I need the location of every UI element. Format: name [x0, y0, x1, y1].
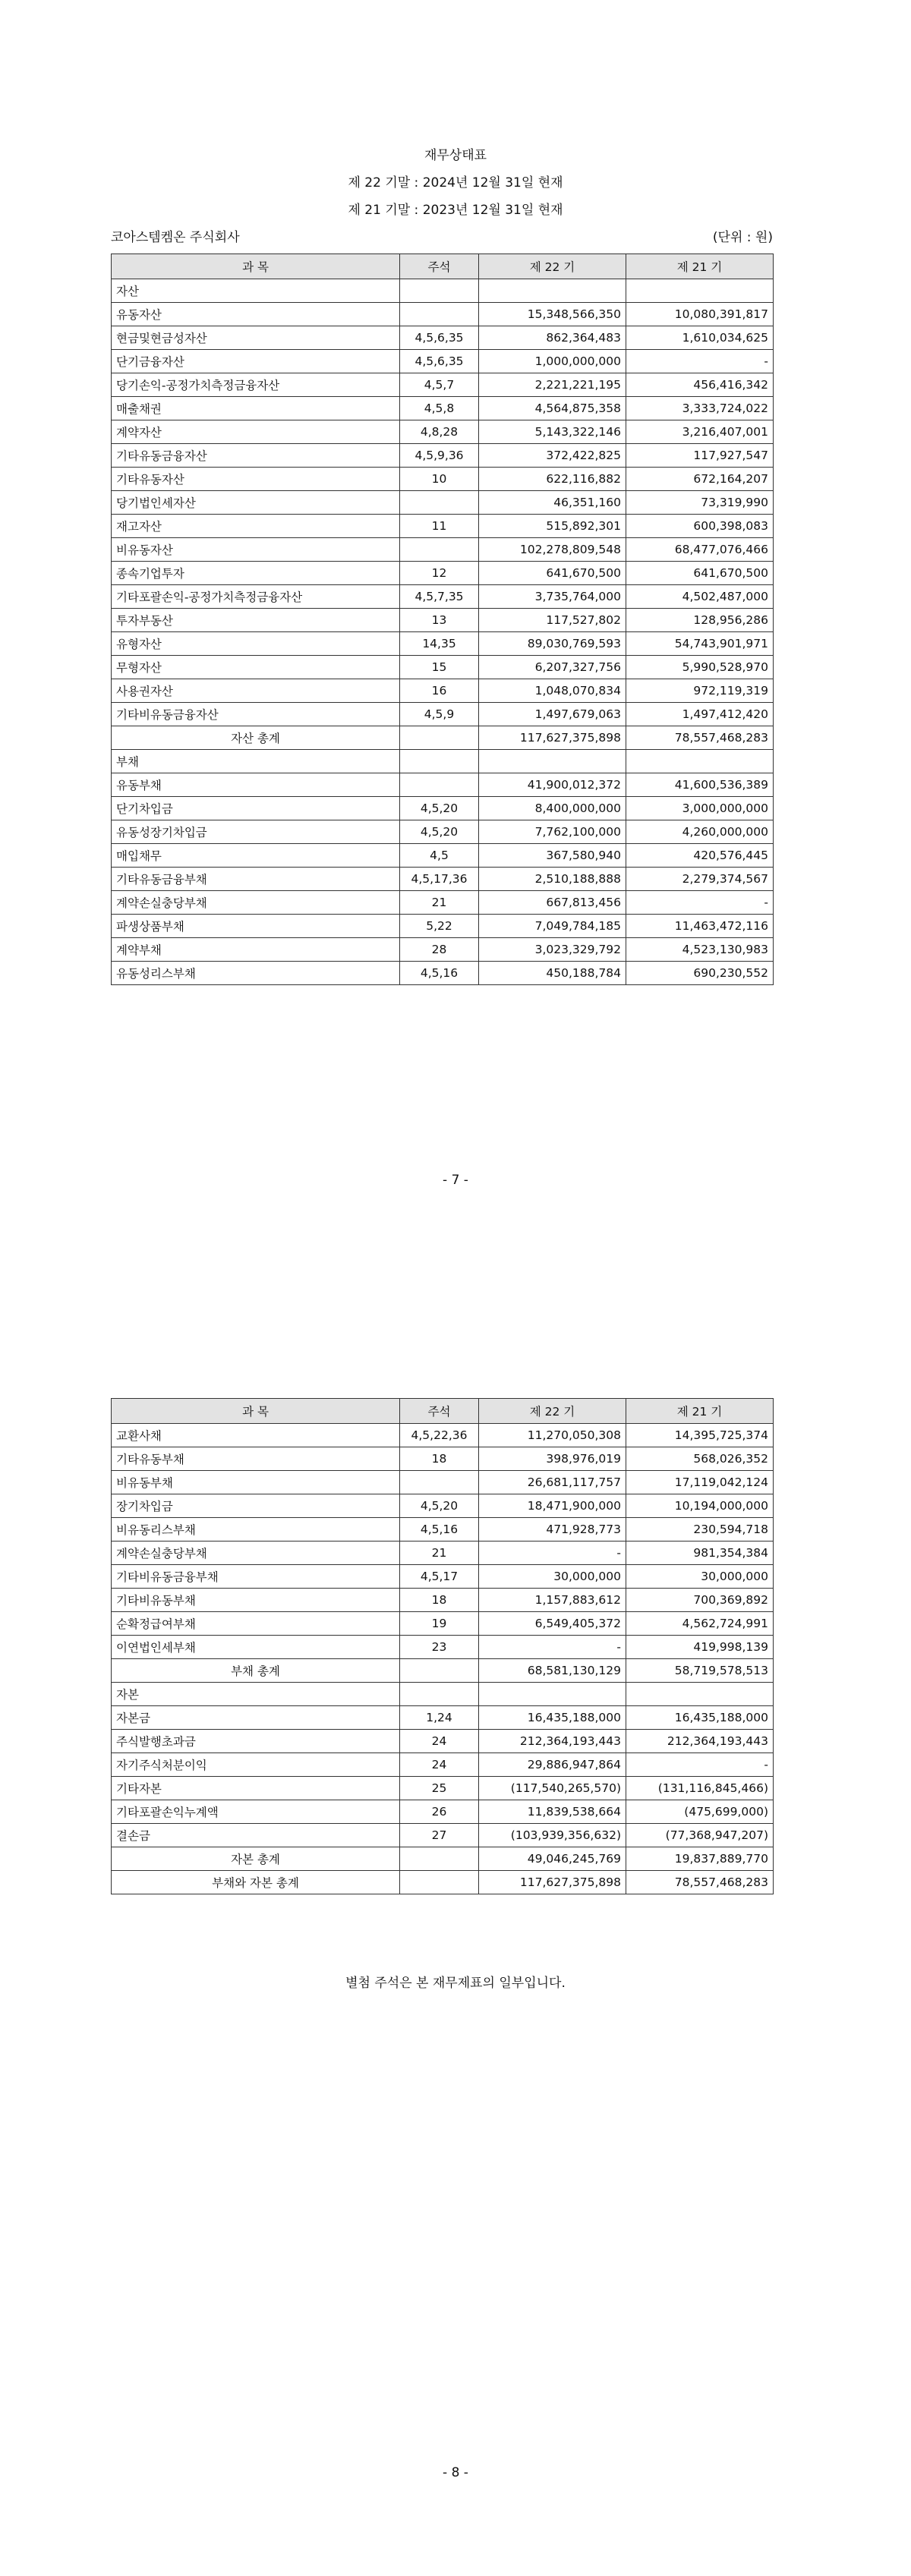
current-amount: 11,839,538,664 — [479, 1800, 626, 1824]
current-amount: 18,471,900,000 — [479, 1494, 626, 1518]
table-row — [112, 444, 774, 468]
prior-amount: 3,216,407,001 — [626, 420, 774, 444]
table-row — [112, 750, 774, 773]
prior-amount: - — [626, 350, 774, 373]
table-row — [112, 1683, 774, 1706]
page-number-8: - 8 - — [443, 2465, 468, 2480]
current-amount: 68,581,130,129 — [479, 1659, 626, 1683]
table-row — [112, 1565, 774, 1589]
prior-amount — [626, 1683, 774, 1706]
current-amount: 3,023,329,792 — [479, 938, 626, 962]
prior-amount: 3,333,724,022 — [626, 397, 774, 420]
current-amount: 15,348,566,350 — [479, 303, 626, 326]
current-amount: 372,422,825 — [479, 444, 626, 468]
note-ref — [400, 1683, 479, 1706]
note-ref — [400, 1659, 479, 1683]
table-row — [112, 891, 774, 915]
current-amount: 3,735,764,000 — [479, 585, 626, 609]
current-amount: 29,886,947,864 — [479, 1753, 626, 1777]
table-row — [112, 515, 774, 538]
account-name: 계약손실충당부채 — [112, 1542, 400, 1565]
table-row — [112, 562, 774, 585]
account-name: 장기차입금 — [112, 1494, 400, 1518]
account-name: 자본 — [112, 1683, 400, 1706]
table-row — [112, 632, 774, 656]
account-name: 매입채무 — [112, 844, 400, 868]
account-name: 기타유동부채 — [112, 1447, 400, 1471]
account-name: 사용권자산 — [112, 679, 400, 703]
account-name: 기타포괄손익누계액 — [112, 1800, 400, 1824]
note-ref: 13 — [400, 609, 479, 632]
note-ref: 18 — [400, 1589, 479, 1612]
note-ref: 26 — [400, 1800, 479, 1824]
current-amount: 641,670,500 — [479, 562, 626, 585]
note-ref: 19 — [400, 1612, 479, 1636]
account-name: 단기차입금 — [112, 797, 400, 820]
prior-amount — [626, 750, 774, 773]
table-row — [112, 303, 774, 326]
table-row — [112, 585, 774, 609]
table-row — [112, 844, 774, 868]
table-row — [112, 326, 774, 350]
table-row — [112, 1730, 774, 1753]
statement-title: 재무상태표 — [424, 148, 487, 163]
account-name: 당기손익-공정가치측정금융자산 — [112, 373, 400, 397]
account-name: 기타유동금융부채 — [112, 868, 400, 891]
note-ref: 4,5,6,35 — [400, 326, 479, 350]
note-ref — [400, 1847, 479, 1871]
table-row — [112, 1777, 774, 1800]
account-name: 파생상품부채 — [112, 915, 400, 938]
account-name: 순확정급여부채 — [112, 1612, 400, 1636]
account-name: 기타비유동부채 — [112, 1589, 400, 1612]
current-amount: 398,976,019 — [479, 1447, 626, 1471]
note-ref: 4,5 — [400, 844, 479, 868]
account-name: 자산 — [112, 279, 400, 303]
table-row — [112, 962, 774, 985]
table-row — [112, 1471, 774, 1494]
prior-amount: 78,557,468,283 — [626, 726, 774, 750]
account-name: 재고자산 — [112, 515, 400, 538]
note-ref — [400, 279, 479, 303]
current-amount — [479, 1683, 626, 1706]
account-name: 계약부채 — [112, 938, 400, 962]
table-row — [112, 938, 774, 962]
account-name: 주식발행초과금 — [112, 1730, 400, 1753]
note-ref: 4,5,16 — [400, 1518, 479, 1542]
current-amount: 450,188,784 — [479, 962, 626, 985]
current-amount: 30,000,000 — [479, 1565, 626, 1589]
prior-amount: 128,956,286 — [626, 609, 774, 632]
prior-amount: 972,119,319 — [626, 679, 774, 703]
current-amount: 7,762,100,000 — [479, 820, 626, 844]
current-amount: 117,627,375,898 — [479, 726, 626, 750]
note-ref: 4,5,9,36 — [400, 444, 479, 468]
prior-amount: 54,743,901,971 — [626, 632, 774, 656]
prior-amount — [626, 279, 774, 303]
table-row — [112, 491, 774, 515]
prior-amount: 30,000,000 — [626, 1565, 774, 1589]
note-ref: 4,5,17 — [400, 1565, 479, 1589]
account-name: 교환사채 — [112, 1424, 400, 1447]
note-ref: 4,5,8 — [400, 397, 479, 420]
table-row — [112, 468, 774, 491]
note-ref — [400, 773, 479, 797]
note-ref: 4,5,7 — [400, 373, 479, 397]
prior-amount: 4,562,724,991 — [626, 1612, 774, 1636]
account-name: 단기금융자산 — [112, 350, 400, 373]
note-ref: 21 — [400, 891, 479, 915]
current-amount: 471,928,773 — [479, 1518, 626, 1542]
current-amount: 2,510,188,888 — [479, 868, 626, 891]
prior-amount: 11,463,472,116 — [626, 915, 774, 938]
table-row — [112, 797, 774, 820]
current-amount: (103,939,356,632) — [479, 1824, 626, 1847]
current-amount: 212,364,193,443 — [479, 1730, 626, 1753]
current-amount: 8,400,000,000 — [479, 797, 626, 820]
prior-amount: 117,927,547 — [626, 444, 774, 468]
meta-row — [111, 226, 773, 249]
account-name: 유동자산 — [112, 303, 400, 326]
current-amount: 2,221,221,195 — [479, 373, 626, 397]
note-ref — [400, 1871, 479, 1894]
table-row — [112, 538, 774, 562]
current-amount: - — [479, 1542, 626, 1565]
current-amount: 117,527,802 — [479, 609, 626, 632]
table-row — [112, 679, 774, 703]
balance-sheet-table-page2 — [111, 1398, 774, 1894]
prior-amount: 641,670,500 — [626, 562, 774, 585]
account-name: 비유동자산 — [112, 538, 400, 562]
current-amount — [479, 750, 626, 773]
note-ref — [400, 538, 479, 562]
table-row — [112, 1518, 774, 1542]
col-note: 주석 — [400, 1399, 479, 1424]
table-row — [112, 420, 774, 444]
account-name: 기타비유동금융부채 — [112, 1565, 400, 1589]
current-amount: 26,681,117,757 — [479, 1471, 626, 1494]
prior-amount: 568,026,352 — [626, 1447, 774, 1471]
table-row — [112, 1706, 774, 1730]
table-row — [112, 1659, 774, 1683]
account-name: 비유동리스부채 — [112, 1518, 400, 1542]
note-ref: 16 — [400, 679, 479, 703]
current-amount: 46,351,160 — [479, 491, 626, 515]
account-name: 계약손실충당부채 — [112, 891, 400, 915]
current-amount: 89,030,769,593 — [479, 632, 626, 656]
prior-amount: 41,600,536,389 — [626, 773, 774, 797]
note-ref: 27 — [400, 1824, 479, 1847]
table-row — [112, 868, 774, 891]
note-ref: 4,5,9 — [400, 703, 479, 726]
col-account: 과 목 — [112, 1399, 400, 1424]
table-row — [112, 656, 774, 679]
table-row — [112, 1753, 774, 1777]
note-ref: 1,24 — [400, 1706, 479, 1730]
prior-amount: 420,576,445 — [626, 844, 774, 868]
note-ref: 5,22 — [400, 915, 479, 938]
account-name: 이연법인세부채 — [112, 1636, 400, 1659]
account-name: 유동부채 — [112, 773, 400, 797]
prior-amount: (131,116,845,466) — [626, 1777, 774, 1800]
current-amount: 49,046,245,769 — [479, 1847, 626, 1871]
table-row — [112, 1612, 774, 1636]
account-name: 자기주식처분이익 — [112, 1753, 400, 1777]
note-ref — [400, 750, 479, 773]
account-name: 계약자산 — [112, 420, 400, 444]
unit-label: (단위 : 원) — [712, 230, 773, 245]
table-row — [112, 1824, 774, 1847]
table-row — [112, 1847, 774, 1871]
prior-amount: 212,364,193,443 — [626, 1730, 774, 1753]
account-name: 기타유동금융자산 — [112, 444, 400, 468]
col-note: 주석 — [400, 254, 479, 279]
prior-amount: 2,279,374,567 — [626, 868, 774, 891]
col-account: 과 목 — [112, 254, 400, 279]
prior-amount: 419,998,139 — [626, 1636, 774, 1659]
account-name: 기타포괄손익-공정가치측정금융자산 — [112, 585, 400, 609]
table-row — [112, 373, 774, 397]
prior-amount: 4,260,000,000 — [626, 820, 774, 844]
current-amount: 1,497,679,063 — [479, 703, 626, 726]
table-row — [112, 1447, 774, 1471]
prior-amount: 230,594,718 — [626, 1518, 774, 1542]
current-amount: 16,435,188,000 — [479, 1706, 626, 1730]
account-name: 부채 — [112, 750, 400, 773]
current-amount: - — [479, 1636, 626, 1659]
account-name: 현금및현금성자산 — [112, 326, 400, 350]
current-amount: 5,143,322,146 — [479, 420, 626, 444]
current-amount: 515,892,301 — [479, 515, 626, 538]
table-row — [112, 1589, 774, 1612]
prior-amount: 1,610,034,625 — [626, 326, 774, 350]
account-name: 당기법인세자산 — [112, 491, 400, 515]
note-ref: 11 — [400, 515, 479, 538]
prior-amount: (77,368,947,207) — [626, 1824, 774, 1847]
prior-amount: 10,194,000,000 — [626, 1494, 774, 1518]
period-current: 제 22 기말 : 2024년 12월 31일 현재 — [348, 175, 563, 191]
prior-amount: (475,699,000) — [626, 1800, 774, 1824]
current-amount — [479, 279, 626, 303]
current-amount: 102,278,809,548 — [479, 538, 626, 562]
current-amount: 7,049,784,185 — [479, 915, 626, 938]
note-ref: 28 — [400, 938, 479, 962]
col-current: 제 22 기 — [479, 254, 626, 279]
note-ref: 15 — [400, 656, 479, 679]
account-name: 투자부동산 — [112, 609, 400, 632]
prior-amount: 456,416,342 — [626, 373, 774, 397]
prior-amount: 4,523,130,983 — [626, 938, 774, 962]
account-name: 기타비유동금융자산 — [112, 703, 400, 726]
table-row — [112, 820, 774, 844]
note-ref: 4,5,20 — [400, 797, 479, 820]
table-row — [112, 350, 774, 373]
balance-sheet-table-page1 — [111, 254, 774, 985]
current-amount: 117,627,375,898 — [479, 1871, 626, 1894]
account-name: 무형자산 — [112, 656, 400, 679]
current-amount: (117,540,265,570) — [479, 1777, 626, 1800]
table-row — [112, 703, 774, 726]
prior-amount: - — [626, 1753, 774, 1777]
current-amount: 1,000,000,000 — [479, 350, 626, 373]
prior-amount: 690,230,552 — [626, 962, 774, 985]
prior-amount: 14,395,725,374 — [626, 1424, 774, 1447]
page-number-7: - 7 - — [443, 1173, 468, 1188]
note-ref: 4,5,20 — [400, 820, 479, 844]
note-ref: 4,5,22,36 — [400, 1424, 479, 1447]
note-ref: 24 — [400, 1730, 479, 1753]
table-row — [112, 1800, 774, 1824]
account-name: 결손금 — [112, 1824, 400, 1847]
account-name: 기타유동자산 — [112, 468, 400, 491]
note-ref — [400, 303, 479, 326]
note-ref: 24 — [400, 1753, 479, 1777]
note-ref — [400, 491, 479, 515]
account-name: 부채 총계 — [112, 1659, 400, 1683]
note-ref: 21 — [400, 1542, 479, 1565]
note-ref — [400, 726, 479, 750]
prior-amount: 68,477,076,466 — [626, 538, 774, 562]
col-prior: 제 21 기 — [626, 1399, 774, 1424]
current-amount: 11,270,050,308 — [479, 1424, 626, 1447]
current-amount: 6,207,327,756 — [479, 656, 626, 679]
current-amount: 41,900,012,372 — [479, 773, 626, 797]
prior-amount: 1,497,412,420 — [626, 703, 774, 726]
prior-amount: 700,369,892 — [626, 1589, 774, 1612]
period-prior: 제 21 기말 : 2023년 12월 31일 현재 — [348, 203, 563, 218]
current-amount: 367,580,940 — [479, 844, 626, 868]
prior-amount: 3,000,000,000 — [626, 797, 774, 820]
note-ref: 4,5,6,35 — [400, 350, 479, 373]
prior-amount: 73,319,990 — [626, 491, 774, 515]
note-ref: 14,35 — [400, 632, 479, 656]
prior-amount: 58,719,578,513 — [626, 1659, 774, 1683]
table-row — [112, 726, 774, 750]
table-row — [112, 915, 774, 938]
table-row — [112, 1494, 774, 1518]
account-name: 유동성리스부채 — [112, 962, 400, 985]
table-row — [112, 773, 774, 797]
table-row — [112, 1871, 774, 1894]
current-amount: 1,157,883,612 — [479, 1589, 626, 1612]
account-name: 비유동부채 — [112, 1471, 400, 1494]
table-row — [112, 279, 774, 303]
prior-amount: - — [626, 891, 774, 915]
table-row — [112, 609, 774, 632]
prior-amount: 4,502,487,000 — [626, 585, 774, 609]
current-amount: 622,116,882 — [479, 468, 626, 491]
note-ref: 12 — [400, 562, 479, 585]
account-name: 유형자산 — [112, 632, 400, 656]
table-header-row — [112, 1399, 774, 1424]
account-name: 자산 총계 — [112, 726, 400, 750]
account-name: 종속기업투자 — [112, 562, 400, 585]
footnote: 별첨 주석은 본 재무제표의 일부입니다. — [345, 1976, 566, 1991]
table-header-row — [112, 254, 774, 279]
table-row — [112, 1636, 774, 1659]
current-amount: 6,549,405,372 — [479, 1612, 626, 1636]
note-ref: 23 — [400, 1636, 479, 1659]
prior-amount: 17,119,042,124 — [626, 1471, 774, 1494]
account-name: 기타자본 — [112, 1777, 400, 1800]
note-ref: 25 — [400, 1777, 479, 1800]
account-name: 자본 총계 — [112, 1847, 400, 1871]
note-ref: 18 — [400, 1447, 479, 1471]
account-name: 자본금 — [112, 1706, 400, 1730]
note-ref — [400, 1471, 479, 1494]
account-name: 매출채권 — [112, 397, 400, 420]
note-ref: 4,5,20 — [400, 1494, 479, 1518]
prior-amount: 16,435,188,000 — [626, 1706, 774, 1730]
current-amount: 4,564,875,358 — [479, 397, 626, 420]
note-ref: 4,8,28 — [400, 420, 479, 444]
table-row — [112, 1424, 774, 1447]
note-ref: 4,5,16 — [400, 962, 479, 985]
prior-amount: 5,990,528,970 — [626, 656, 774, 679]
current-amount: 862,364,483 — [479, 326, 626, 350]
account-name: 유동성장기차입금 — [112, 820, 400, 844]
prior-amount: 981,354,384 — [626, 1542, 774, 1565]
table-row — [112, 1542, 774, 1565]
prior-amount: 600,398,083 — [626, 515, 774, 538]
account-name: 부채와 자본 총계 — [112, 1871, 400, 1894]
note-ref: 10 — [400, 468, 479, 491]
col-current: 제 22 기 — [479, 1399, 626, 1424]
current-amount: 1,048,070,834 — [479, 679, 626, 703]
note-ref: 4,5,7,35 — [400, 585, 479, 609]
current-amount: 667,813,456 — [479, 891, 626, 915]
note-ref: 4,5,17,36 — [400, 868, 479, 891]
table-row — [112, 397, 774, 420]
prior-amount: 10,080,391,817 — [626, 303, 774, 326]
company-name: 코아스템켐온 주식회사 — [111, 230, 240, 245]
prior-amount: 672,164,207 — [626, 468, 774, 491]
prior-amount: 78,557,468,283 — [626, 1871, 774, 1894]
prior-amount: 19,837,889,770 — [626, 1847, 774, 1871]
col-prior: 제 21 기 — [626, 254, 774, 279]
